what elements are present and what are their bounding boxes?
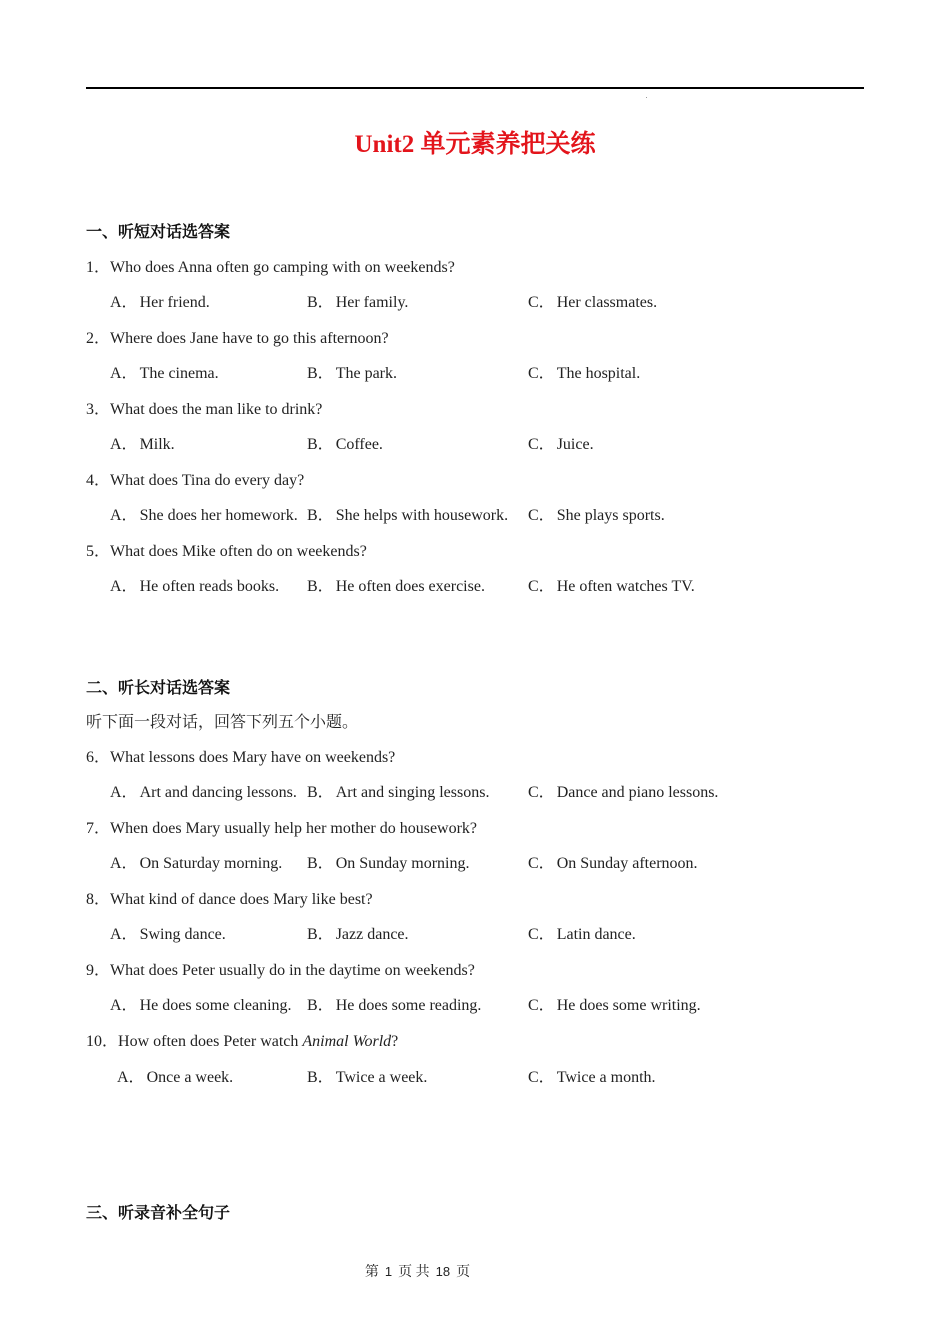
footer-prefix: 第 xyxy=(364,1265,379,1280)
question-number: 1． xyxy=(86,259,111,276)
page-footer xyxy=(0,1261,835,1281)
question-text: What does the man like to drink? xyxy=(110,401,323,418)
option-c[interactable] xyxy=(528,431,594,454)
option-text: Her family. xyxy=(335,294,409,311)
option-a[interactable] xyxy=(110,573,279,596)
option-c[interactable] xyxy=(528,921,636,944)
options-row-6 xyxy=(0,779,950,801)
option-b[interactable] xyxy=(307,1064,427,1087)
option-b[interactable] xyxy=(307,431,383,454)
option-letter: A． xyxy=(110,365,138,382)
question-text: Where does Jane have to go this afternoon? xyxy=(110,330,389,347)
option-c[interactable] xyxy=(528,289,657,312)
question-number: 3． xyxy=(86,401,111,418)
option-a[interactable] xyxy=(117,1064,233,1087)
option-text: Her classmates. xyxy=(556,294,658,311)
section-title-2: 二、听长对话选答案 xyxy=(86,680,231,697)
footer-suffix: 页 xyxy=(456,1265,471,1280)
option-text: He often does exercise. xyxy=(335,578,485,595)
option-text: Dance and piano lessons. xyxy=(556,784,719,801)
option-text: She plays sports. xyxy=(556,507,665,524)
option-c[interactable] xyxy=(528,573,695,596)
option-text: Jazz dance. xyxy=(335,926,409,943)
option-letter: A． xyxy=(110,855,138,872)
option-letter: B． xyxy=(307,294,334,311)
option-letter: A． xyxy=(110,294,138,311)
option-text: On Sunday morning. xyxy=(335,855,470,872)
option-b[interactable] xyxy=(307,360,397,383)
option-a[interactable] xyxy=(110,502,298,525)
option-c[interactable] xyxy=(528,1064,656,1087)
option-text: The park. xyxy=(335,365,397,382)
option-text: He often watches TV. xyxy=(556,578,695,595)
option-text: He often reads books. xyxy=(139,578,280,595)
options-row-7 xyxy=(0,850,950,872)
option-b[interactable] xyxy=(307,779,489,802)
option-text: Swing dance. xyxy=(139,926,226,943)
question-text: What lessons does Mary have on weekends? xyxy=(110,749,396,766)
question-text: What does Peter usually do in the daytime on weekends? xyxy=(110,962,475,979)
option-letter: C． xyxy=(528,784,555,801)
option-letter: C． xyxy=(528,855,555,872)
option-text: On Sunday afternoon. xyxy=(556,855,698,872)
question-7 xyxy=(86,815,477,838)
option-letter: B． xyxy=(307,578,334,595)
question-text-italic: Animal World xyxy=(302,1033,392,1050)
question-2 xyxy=(86,325,389,348)
option-letter: A． xyxy=(117,1069,145,1086)
option-letter: C． xyxy=(528,507,555,524)
question-8 xyxy=(86,886,373,909)
option-letter: A． xyxy=(110,436,138,453)
question-number: 2． xyxy=(86,330,111,347)
question-text: Who does Anna often go camping with on weekends? xyxy=(110,259,455,276)
footer-middle: 页 共 xyxy=(398,1265,430,1280)
option-a[interactable] xyxy=(110,431,175,454)
option-letter: B． xyxy=(307,365,334,382)
option-letter: B． xyxy=(307,784,334,801)
option-c[interactable] xyxy=(528,992,701,1015)
option-b[interactable] xyxy=(307,992,481,1015)
option-text: Coffee. xyxy=(335,436,383,453)
option-text: On Saturday morning. xyxy=(139,855,283,872)
option-text: Twice a month. xyxy=(556,1069,656,1086)
option-c[interactable] xyxy=(528,779,718,802)
option-letter: B． xyxy=(307,855,334,872)
option-text: He does some writing. xyxy=(556,997,701,1014)
question-number: 6． xyxy=(86,749,111,766)
option-letter: A． xyxy=(110,784,138,801)
option-letter: B． xyxy=(307,436,334,453)
question-4 xyxy=(86,467,304,490)
option-letter: C． xyxy=(528,436,555,453)
option-a[interactable] xyxy=(110,779,297,802)
option-text: Once a week. xyxy=(146,1069,234,1086)
option-b[interactable] xyxy=(307,502,508,525)
option-letter: B． xyxy=(307,507,334,524)
question-number: 8． xyxy=(86,891,111,908)
option-letter: C． xyxy=(528,294,555,311)
option-text: She helps with housework. xyxy=(335,507,509,524)
footer-total-pages: 18 xyxy=(435,1264,451,1279)
header-dot xyxy=(646,97,647,98)
question-text: When does Mary usually help her mother do housework? xyxy=(110,820,478,837)
option-text: He does some reading. xyxy=(335,997,482,1014)
option-text: The cinema. xyxy=(139,365,219,382)
question-number: 5． xyxy=(86,543,111,560)
option-letter: A． xyxy=(110,507,138,524)
option-a[interactable] xyxy=(110,850,282,873)
option-text: She does her homework. xyxy=(139,507,298,524)
question-number: 9． xyxy=(86,962,111,979)
question-1 xyxy=(86,254,455,277)
option-letter: A． xyxy=(110,578,138,595)
option-text: Twice a week. xyxy=(335,1069,428,1086)
option-b[interactable] xyxy=(307,921,409,944)
option-letter: C． xyxy=(528,997,555,1014)
option-letter: C． xyxy=(528,578,555,595)
question-number: 4． xyxy=(86,472,111,489)
options-row-9 xyxy=(0,992,950,1014)
question-text: How often does Peter watch xyxy=(118,1033,303,1050)
options-row-4 xyxy=(0,502,950,524)
option-c[interactable] xyxy=(528,850,698,873)
question-3 xyxy=(86,396,322,419)
option-text: He does some cleaning. xyxy=(139,997,292,1014)
option-letter: B． xyxy=(307,1069,334,1086)
option-letter: A． xyxy=(110,926,138,943)
question-text: What kind of dance does Mary like best? xyxy=(110,891,373,908)
option-text: Latin dance. xyxy=(556,926,636,943)
option-text: Milk. xyxy=(139,436,175,453)
options-row-5 xyxy=(0,573,950,595)
option-letter: C． xyxy=(528,926,555,943)
header-rule xyxy=(86,87,864,89)
option-text: Art and dancing lessons. xyxy=(139,784,297,801)
section-title-1: 一、听短对话选答案 xyxy=(86,224,231,241)
option-text: Art and singing lessons. xyxy=(335,784,490,801)
option-letter: C． xyxy=(528,365,555,382)
option-text: The hospital. xyxy=(556,365,641,382)
option-letter: B． xyxy=(307,926,334,943)
question-6 xyxy=(86,744,395,767)
question-text: What does Mike often do on weekends? xyxy=(110,543,367,560)
option-letter: B． xyxy=(307,997,334,1014)
section-title-3: 三、听录音补全句子 xyxy=(86,1205,231,1222)
question-number: 10． xyxy=(86,1033,119,1050)
option-a[interactable] xyxy=(110,992,292,1015)
option-a[interactable] xyxy=(110,921,226,944)
option-a[interactable] xyxy=(110,289,210,312)
options-row-2 xyxy=(0,360,950,382)
options-row-8 xyxy=(0,921,950,943)
question-text-end: ? xyxy=(391,1033,399,1050)
option-b[interactable] xyxy=(307,289,408,312)
options-row-3 xyxy=(0,431,950,453)
option-letter: C． xyxy=(528,1069,555,1086)
option-b[interactable] xyxy=(307,573,485,596)
question-number: 7． xyxy=(86,820,111,837)
option-a[interactable] xyxy=(110,360,219,383)
option-text: Juice. xyxy=(556,436,594,453)
question-9 xyxy=(86,957,475,980)
question-10 xyxy=(86,1028,398,1051)
question-5 xyxy=(86,538,367,561)
footer-page-number: 1 xyxy=(384,1264,393,1279)
option-c[interactable] xyxy=(528,502,665,525)
option-letter: A． xyxy=(110,997,138,1014)
option-c[interactable] xyxy=(528,360,640,383)
option-text: Her friend. xyxy=(139,294,210,311)
section-instruction: 听下面一段对话，回答下列五个小题。 xyxy=(86,714,359,731)
page-title: Unit2 单元素养把关练 xyxy=(354,131,596,158)
option-b[interactable] xyxy=(307,850,469,873)
options-row-1 xyxy=(0,289,950,311)
question-text: What does Tina do every day? xyxy=(110,472,305,489)
options-row-10 xyxy=(0,1064,950,1086)
